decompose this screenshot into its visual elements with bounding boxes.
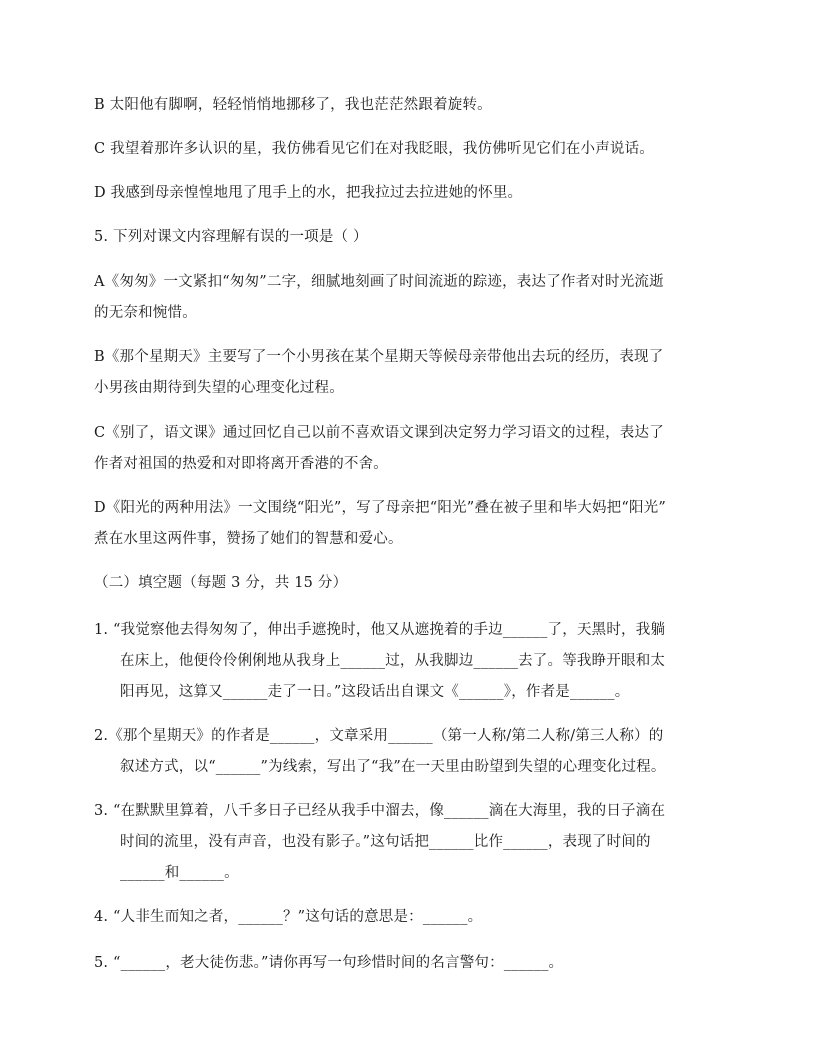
text-line: 4. “人非生而知之者，______？”这句话的意思是：______。 bbox=[94, 909, 483, 925]
q5-option-b bbox=[94, 342, 734, 404]
text-line: 阳再见，这算又______走了一日。”这段话出自课文《______》，作者是______。 bbox=[120, 684, 630, 700]
fill-q5 bbox=[94, 948, 734, 979]
fill-q1 bbox=[94, 615, 734, 708]
text-line: B 太阳他有脚啊，轻轻悄悄地挪移了，我也茫茫然跟着旋转。 bbox=[94, 97, 492, 113]
text-line: 的无奈和惋惜。 bbox=[94, 305, 197, 321]
text-line: 5. “______，老大徒伤悲。”请你再写一句珍惜时间的名言警句：______。 bbox=[94, 955, 564, 971]
text-line: 3. “在默默里算着，八千多日子已经从我手中溜去，像______滴在大海里，我的日子滴在 bbox=[94, 803, 666, 819]
text-line: 1. “我觉察他去得匆匆了，伸出手遮挽时，他又从遮挽着的手边______了，天黑时，我躺 bbox=[94, 622, 666, 638]
q4-option-d bbox=[94, 178, 734, 209]
section-title: （二）填空题（每题 3 分，共 15 分） bbox=[94, 575, 348, 591]
text-line: 作者对祖国的热爱和对即将离开香港的不舍。 bbox=[94, 456, 388, 472]
text-line: D 我感到母亲惶惶地甩了甩手上的水，把我拉过去拉进她的怀里。 bbox=[94, 185, 523, 201]
text-line: 煮在水里这两件事，赞扬了她们的智慧和爱心。 bbox=[94, 531, 403, 547]
q4-option-c bbox=[94, 134, 734, 165]
text-line: B《那个星期天》主要写了一个小男孩在某个星期天等候母亲带他出去玩的经历，表现了 bbox=[94, 349, 664, 365]
question-stem: 5. 下列对课文内容理解有误的一项是（ ） bbox=[94, 229, 368, 245]
text-line: 小男孩由期待到失望的心理变化过程。 bbox=[94, 380, 344, 396]
q5-stem bbox=[94, 222, 734, 253]
fill-q3 bbox=[94, 796, 734, 889]
fill-q4 bbox=[94, 902, 734, 933]
q5-option-d bbox=[94, 493, 734, 555]
q5-option-c bbox=[94, 418, 734, 480]
q4-option-b bbox=[94, 90, 734, 121]
text-line: 时间的流里，没有声音，也没有影子。”这句话把______比作______，表现了时间的 bbox=[120, 834, 651, 850]
text-line: 2.《那个星期天》的作者是______，文章采用______（第一人称/第二人称/第三人称）的 bbox=[94, 728, 664, 744]
section-heading bbox=[94, 568, 734, 599]
text-line: D《阳光的两种用法》一文围绕“阳光”，写了母亲把“阳光”叠在被子里和毕大妈把“阳光” bbox=[94, 500, 666, 516]
text-line: ______和______。 bbox=[120, 865, 239, 881]
q5-option-a bbox=[94, 267, 734, 329]
text-line: C 我望着那许多认识的星，我仿佛看见它们在对我眨眼，我仿佛听见它们在小声说话。 bbox=[94, 141, 655, 157]
text-line: A《匆匆》一文紧扣“匆匆”二字，细腻地刻画了时间流逝的踪迹，表达了作者对时光流逝 bbox=[94, 274, 664, 290]
fill-q2 bbox=[94, 721, 734, 783]
text-line: 在床上，他便伶伶俐俐地从我身上______过，从我脚边______去了。等我睁开眼和太 bbox=[120, 653, 666, 669]
text-line: C《别了，语文课》通过回忆自己以前不喜欢语文课到决定努力学习语文的过程，表达了 bbox=[94, 425, 664, 441]
text-line: 叙述方式，以“______”为线索，写出了“我”在一天里由盼望到失望的心理变化过程。 bbox=[120, 759, 666, 775]
